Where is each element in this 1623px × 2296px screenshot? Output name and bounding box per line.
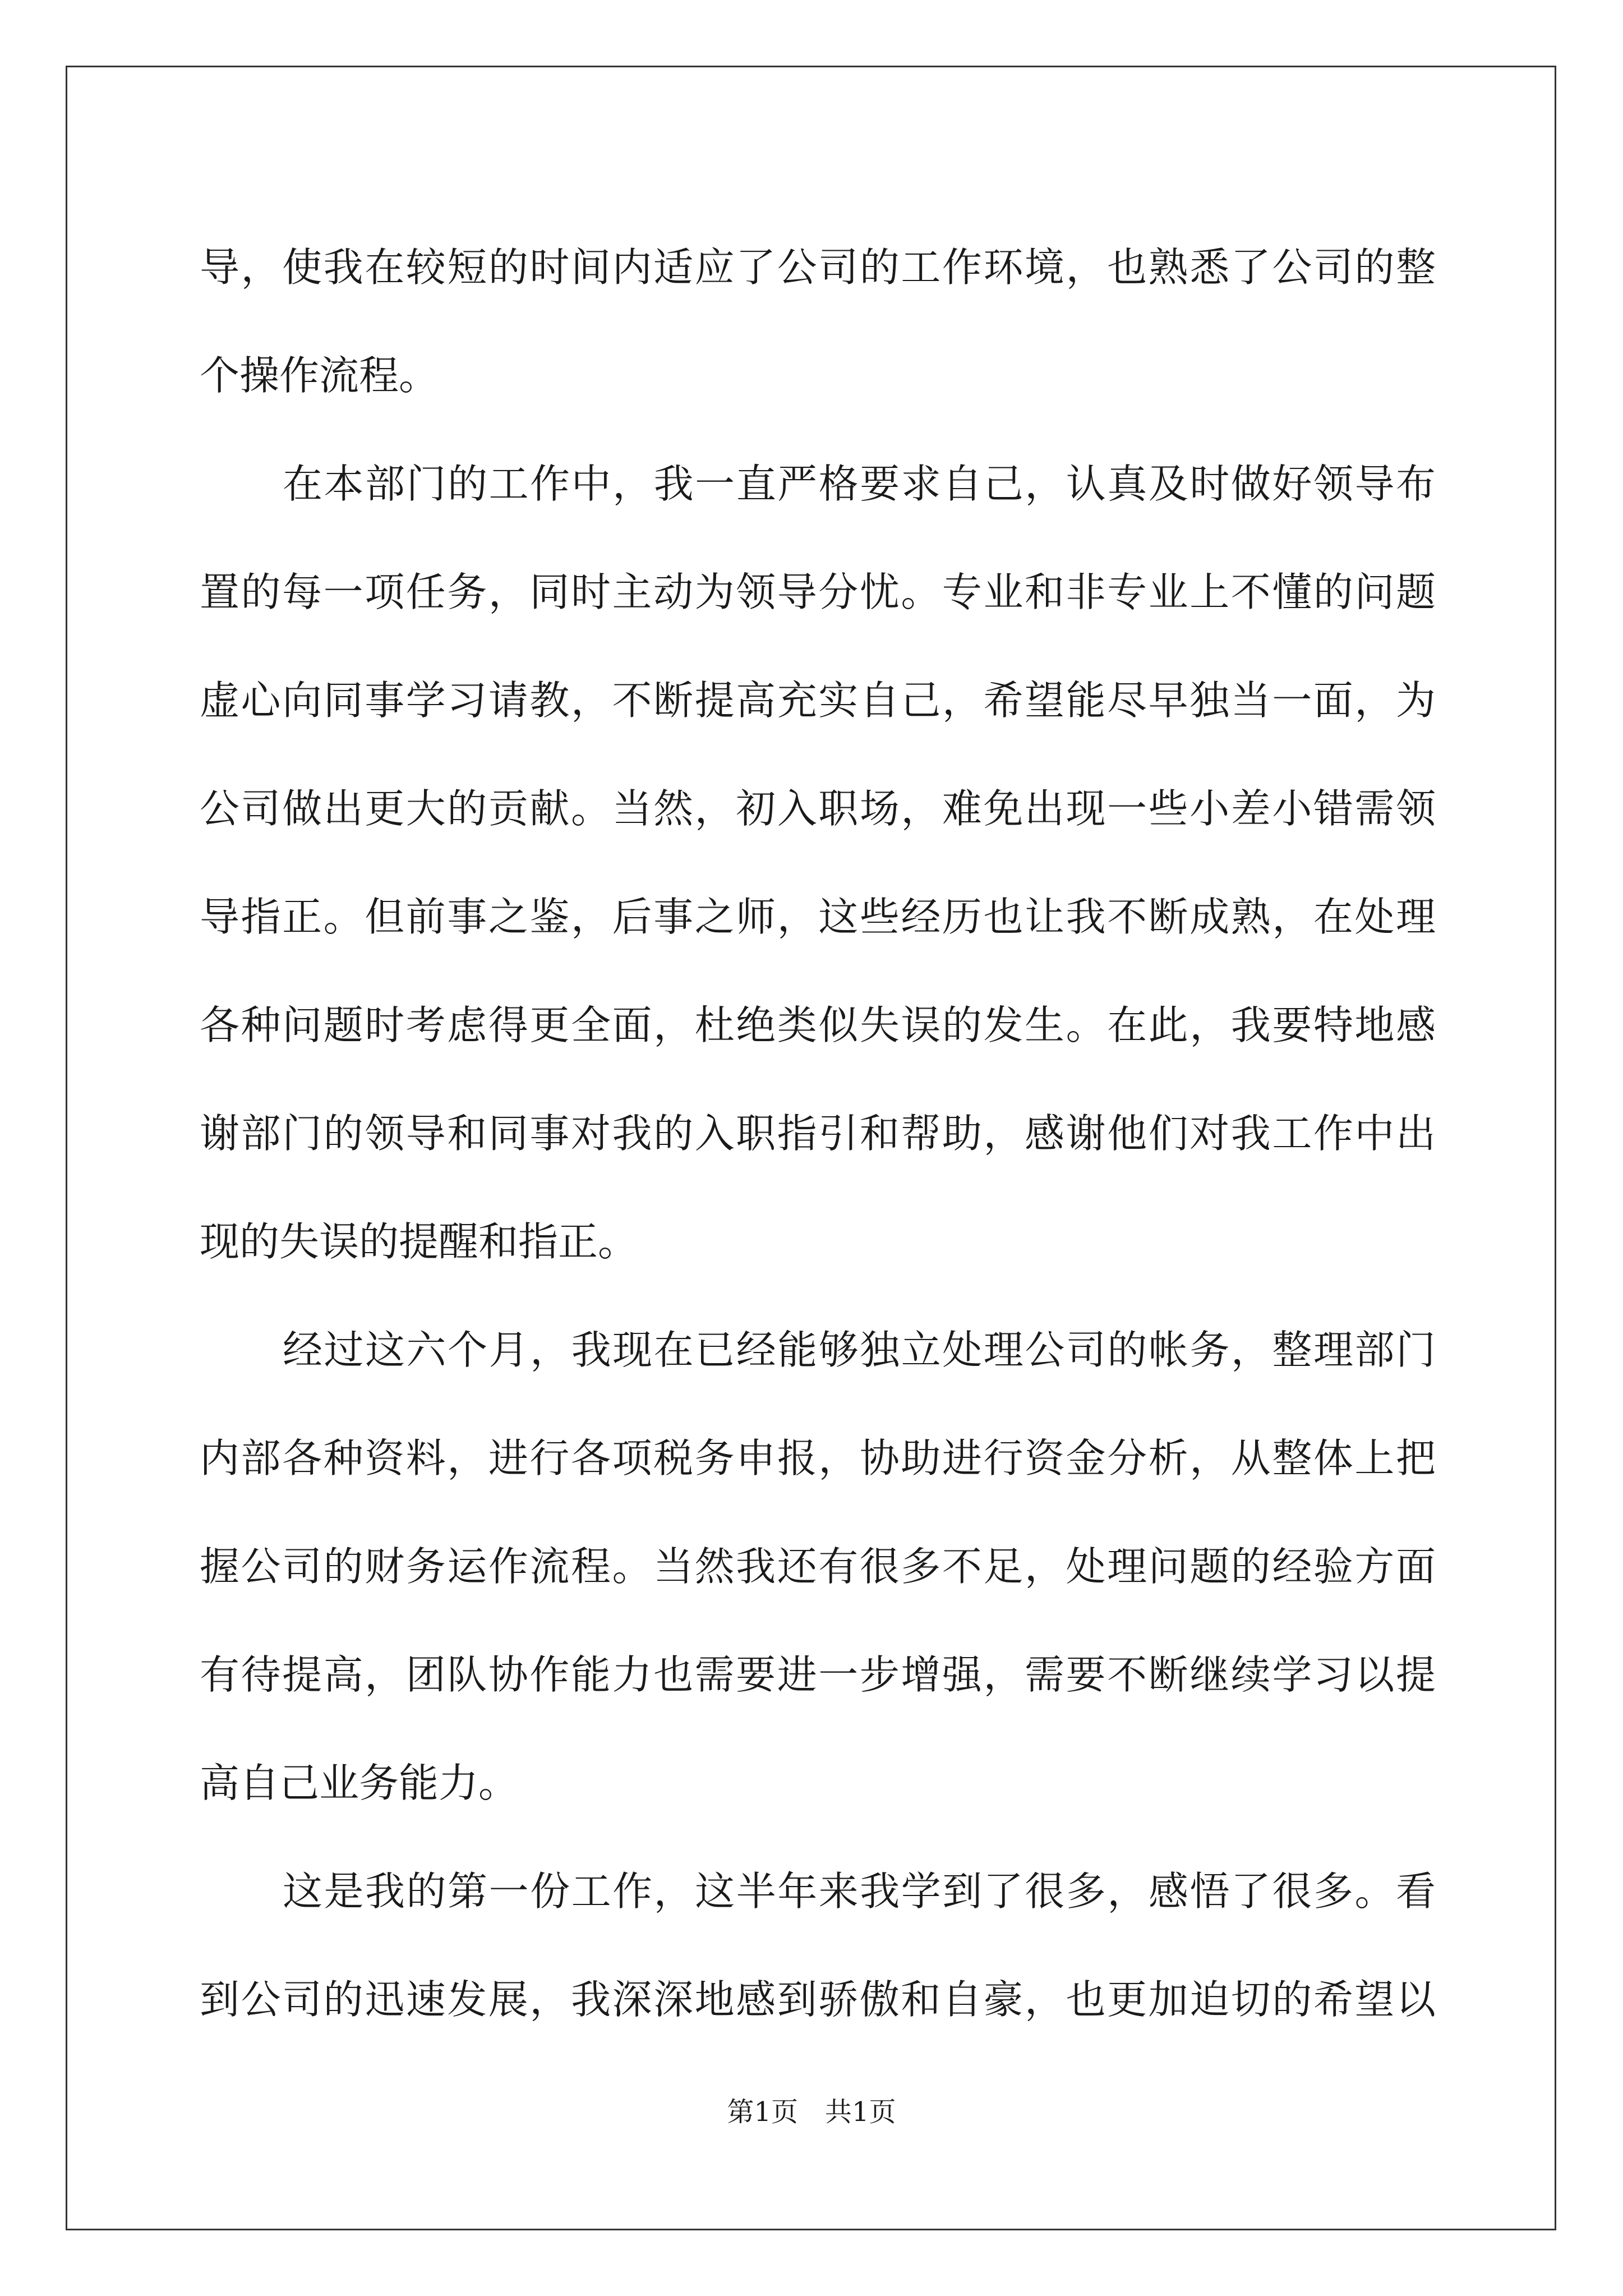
text-line: 高自己业务能力。 xyxy=(200,1760,519,1806)
page-number: 第1页 xyxy=(727,2096,798,2128)
paragraph xyxy=(200,213,1436,430)
page-footer xyxy=(0,2095,1623,2129)
text-line: 现的失误的提醒和指正。 xyxy=(200,1218,638,1265)
text-line: 置的每一项任务，同时主动为领导分忧。专业和非专业上不懂的问题 xyxy=(200,569,1436,615)
text-line: 虚心向同事学习请教，不断提高充实自己，希望能尽早独当一面，为 xyxy=(200,677,1436,724)
text-line: 个操作流程。 xyxy=(200,352,439,399)
paragraph xyxy=(200,430,1436,1296)
text-line: 各种问题时考虑得更全面，杜绝类似失误的发生。在此，我要特地感 xyxy=(200,1002,1436,1048)
document-body xyxy=(200,213,1436,2054)
text-line: 经过这六个月，我现在已经能够独立处理公司的帐务，整理部门 xyxy=(283,1327,1436,1373)
text-line: 到公司的迅速发展，我深深地感到骄傲和自豪，也更加迫切的希望以 xyxy=(200,1976,1436,2023)
text-line: 导指正。但前事之鉴，后事之师，这些经历也让我不断成熟，在处理 xyxy=(200,894,1436,940)
text-line: 握公司的财务运作流程。当然我还有很多不足，处理问题的经验方面 xyxy=(200,1543,1436,1590)
text-line: 导，使我在较短的时间内适应了公司的工作环境，也熟悉了公司的整 xyxy=(200,244,1436,291)
text-line: 谢部门的领导和同事对我的入职指引和帮助，感谢他们对我工作中出 xyxy=(200,1110,1436,1157)
text-line: 有待提高，团队协作能力也需要进一步增强，需要不断继续学习以提 xyxy=(200,1651,1436,1698)
paragraph xyxy=(200,1296,1436,1837)
text-line: 公司做出更大的贡献。当然，初入职场，难免出现一些小差小错需领 xyxy=(200,785,1436,832)
text-line: 这是我的第一份工作，这半年来我学到了很多，感悟了很多。看 xyxy=(283,1868,1436,1915)
text-line: 内部各种资料，进行各项税务申报，协助进行资金分析，从整体上把 xyxy=(200,1435,1436,1481)
total-pages: 共1页 xyxy=(825,2096,896,2128)
paragraph xyxy=(200,1837,1436,2054)
text-line: 在本部门的工作中，我一直严格要求自己，认真及时做好领导布 xyxy=(283,461,1436,507)
